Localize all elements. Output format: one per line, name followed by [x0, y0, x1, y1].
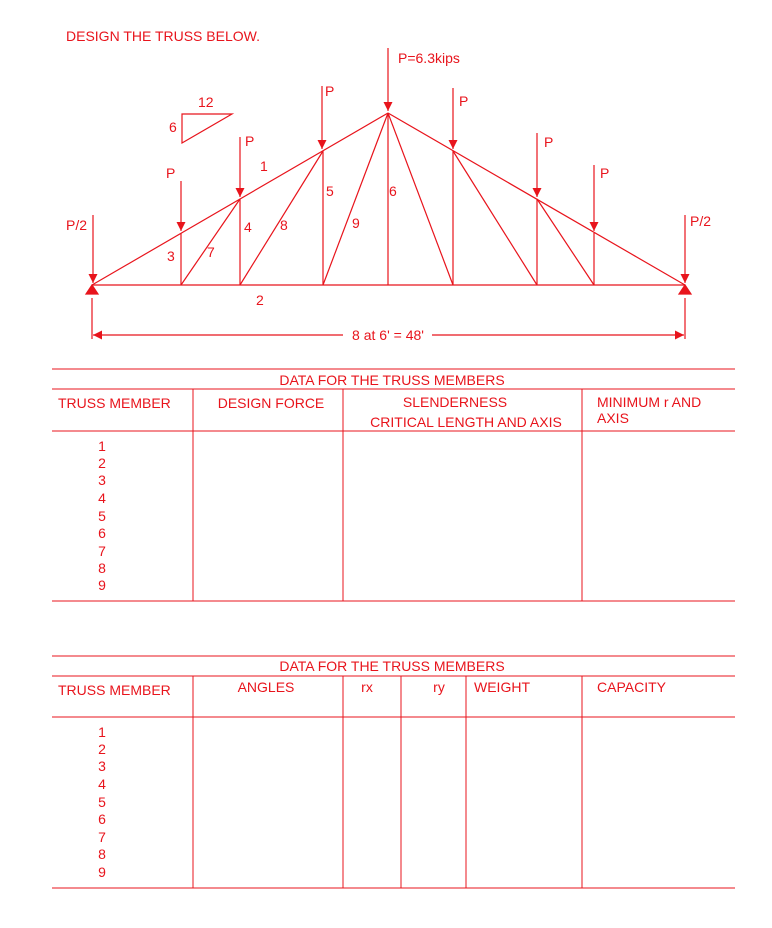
end-load-label-left: P/2: [66, 217, 88, 233]
diagonal-member-7: [181, 199, 240, 285]
panel-load-label: P: [459, 93, 469, 109]
member-label-4: 4: [244, 219, 252, 235]
table-row-member: 4: [98, 490, 106, 506]
panel-load-label: P: [600, 165, 610, 181]
column-header-angles: ANGLES: [237, 679, 295, 695]
column-header-ry: ry: [433, 679, 445, 695]
table-row-member: 8: [98, 560, 106, 576]
slope-rise-label: 6: [169, 119, 177, 135]
table-row-member: 5: [98, 794, 106, 810]
table-row-member: 7: [98, 829, 106, 845]
column-header-min-r-axis: AXIS: [597, 410, 629, 426]
diagonal-member-right-8: [453, 151, 537, 285]
diagonal-member-9: [323, 113, 388, 285]
member-label-8: 8: [280, 217, 288, 233]
column-header-slenderness: SLENDERNESS: [402, 394, 508, 410]
span-dimension-label: 8 at 6' = 48': [352, 327, 424, 343]
table-row-member: 9: [98, 864, 106, 880]
table-row-member: 6: [98, 811, 106, 827]
panel-load-label: P: [544, 134, 554, 150]
table-angles-capacity: [52, 656, 735, 888]
diagonal-member-right-7: [537, 199, 594, 285]
column-header-member: TRUSS MEMBER: [58, 682, 171, 698]
diagonal-member-right-9: [388, 113, 453, 285]
panel-load-label: P: [325, 83, 335, 99]
member-label-5: 5: [326, 183, 334, 199]
support-left-icon: [86, 285, 98, 294]
column-header-critical-length: CRITICAL LENGTH AND AXIS: [370, 414, 562, 430]
member-label-3: 3: [167, 248, 175, 264]
member-number-column: [98, 438, 106, 593]
table-row-member: 5: [98, 508, 106, 524]
table-row-member: 8: [98, 846, 106, 862]
table-row-member: 2: [98, 741, 106, 757]
load-value-label: P=6.3kips: [398, 50, 460, 66]
table-row-member: 1: [98, 438, 106, 454]
table-title: DATA FOR THE TRUSS MEMBERS: [279, 372, 505, 388]
column-header-capacity: CAPACITY: [597, 679, 666, 695]
column-header-min-r: MINIMUM r AND: [597, 394, 702, 410]
instruction-text: DESIGN THE TRUSS BELOW.: [66, 28, 260, 44]
panel-load-label: P: [166, 165, 176, 181]
table-row-member: 6: [98, 525, 106, 541]
end-load-label-right: P/2: [690, 213, 712, 229]
column-header-weight: WEIGHT: [474, 679, 530, 695]
table-row-member: 2: [98, 455, 106, 471]
table-design-force: [52, 369, 735, 601]
support-right-icon: [679, 285, 691, 294]
table-row-member: 3: [98, 472, 106, 488]
table-row-member: 1: [98, 724, 106, 740]
table-row-member: 7: [98, 543, 106, 559]
panel-load-label: P: [245, 133, 255, 149]
column-header-design-force: DESIGN FORCE: [217, 395, 325, 411]
member-label-7: 7: [207, 244, 215, 260]
column-header-member: TRUSS MEMBER: [58, 395, 171, 411]
column-header-rx: rx: [361, 679, 373, 695]
member-label-1: 1: [260, 158, 268, 174]
diagram-labels: [66, 50, 711, 343]
slope-run-label: 12: [198, 94, 214, 110]
slope-triangle-icon: [182, 114, 232, 143]
member-label-9: 9: [352, 215, 360, 231]
member-number-column: [98, 724, 106, 880]
member-label-6: 6: [389, 183, 397, 199]
table-row-member: 4: [98, 776, 106, 792]
table-row-member: 3: [98, 758, 106, 774]
table-title: DATA FOR THE TRUSS MEMBERS: [279, 658, 505, 674]
table-row-member: 9: [98, 577, 106, 593]
member-label-2: 2: [256, 292, 264, 308]
